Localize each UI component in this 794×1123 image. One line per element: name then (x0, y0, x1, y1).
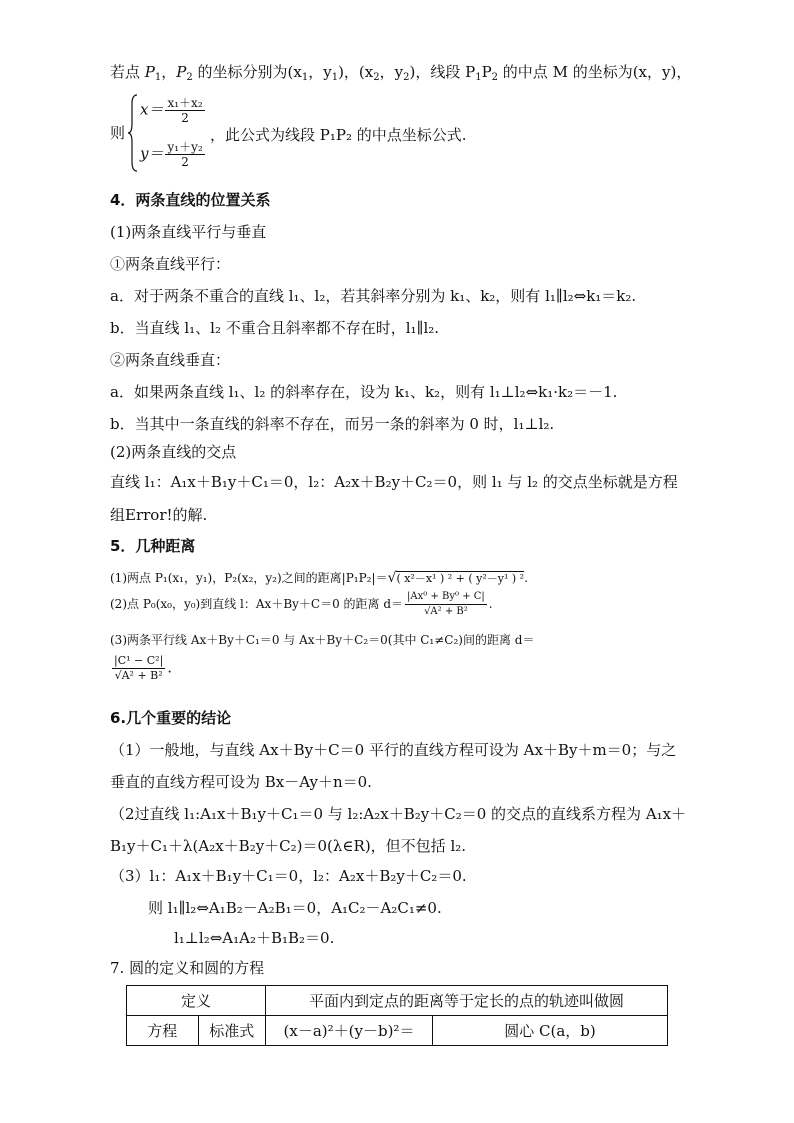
table-cell-center: 圆心 C(a，b) (433, 1016, 668, 1046)
table-cell-standard-equation: (x－a)²＋(y－b)²＝ (266, 1016, 433, 1046)
distance-parallel-lines: (3)两条平行线 Ax＋By＋C₁＝0 与 Ax＋By＋C₂＝0(其中 C₁≠C₂)间的距离 d＝ (110, 633, 535, 647)
conclusion-3a: （3）l₁：A₁x＋B₁y＋C₁＝0，l₂：A₂x＋B₂y＋C₂＝0. (110, 867, 467, 885)
table-row (127, 1016, 668, 1046)
intersection-line1: 直线 l₁：A₁x＋B₁y＋C₁＝0，l₂：A₂x＋B₂y＋C₂＝0，则 l₁ 与 l₂ 的交点坐标就是方程 (110, 473, 678, 491)
midpoint-formula-note: ，此公式为线段 P₁P₂ 的中点坐标公式. (210, 126, 467, 144)
distance-parallel-fraction: $\frac{\text{|C¹ − C²|}}{\text{√A² + B²}}$ . (114, 654, 173, 682)
table-cell-standard-form: 标准式 (198, 1016, 266, 1046)
distance-two-points: (1)两点 P₁(x₁，y₁)，P₂(x₂，y₂)之间的距离|P₁P₂|＝√( x²－x¹ ) ² + ( y²－y¹ ) ². (110, 570, 528, 586)
intersection-line2: 组Error!的解. (110, 506, 208, 524)
section-4-sub1: (1)两条直线平行与垂直 (110, 223, 267, 241)
midpoint-y-formula: y＝ $\frac{\text{y₁＋y₂}}{2}$ (140, 140, 203, 169)
section-4-title: 4．两条直线的位置关系 (110, 191, 271, 209)
perpendicular-a: a．如果两条直线 l₁、l₂ 的斜率存在，设为 k₁、k₂，则有 l₁⊥l₂⇔k₁·k₂＝－1. (110, 383, 618, 401)
table-cell-definition-label: 定义 (127, 986, 266, 1016)
brace-icon (128, 94, 138, 172)
distance-point-line: (2)点 P₀(x₀，y₀)到直线 l：Ax＋By＋C＝0 的距离 d＝ $\frac{\text{|Ax⁰ + By⁰ + C|}}{\text{√A² + B²}}$ . (110, 591, 493, 617)
section-7-title: 7. 圆的定义和圆的方程 (110, 959, 265, 977)
then-label: 则 (110, 124, 126, 142)
conclusion-3b: 则 l₁∥l₂⇔A₁B₂－A₂B₁＝0，A₁C₂－A₂C₁≠0. (148, 899, 442, 917)
conclusion-2b: B₁y＋C₁＋λ(A₂x＋B₂y＋C₂)＝0(λ∈R)，但不包括 l₂. (110, 837, 467, 855)
parallel-b: b．当直线 l₁、l₂ 不重合且斜率都不存在时，l₁∥l₂. (110, 319, 440, 337)
section-6-title: 6.几个重要的结论 (110, 709, 232, 727)
perpendicular-heading: ②两条直线垂直： (110, 351, 231, 369)
conclusion-1b: 垂直的直线方程可设为 Bx－Ay＋n＝0. (110, 773, 372, 791)
circle-table (126, 985, 668, 1046)
section-4-sub2: (2)两条直线的交点 (110, 443, 237, 461)
parallel-a: a．对于两条不重合的直线 l₁、l₂，若其斜率分别为 k₁、k₂，则有 l₁∥l₂⇔k₁＝k₂. (110, 287, 637, 305)
section-5-title: 5．几种距离 (110, 537, 196, 555)
midpoint-intro: 若点 $P_1$，$P_2$ 的坐标分别为($x_1$，$y_1$)，($x_2$，$y_2$)，线段 $P_1P_2$ 的中点 M 的坐标为(x，y)， (110, 63, 692, 83)
conclusion-3c: l₁⊥l₂⇔A₁A₂＋B₁B₂＝0. (174, 929, 335, 947)
table-cell-definition-text: 平面内到定点的距离等于定长的点的轨迹叫做圆 (266, 986, 668, 1016)
table-row (127, 986, 668, 1016)
perpendicular-b: b．当其中一条直线的斜率不存在，而另一条的斜率为 0 时，l₁⊥l₂. (110, 415, 555, 433)
conclusion-1a: （1）一般地，与直线 Ax＋By＋C＝0 平行的直线方程可设为 Ax＋By＋m＝0；与之 (110, 741, 677, 759)
table-cell-equation-label: 方程 (127, 1016, 199, 1046)
parallel-heading: ①两条直线平行： (110, 255, 231, 273)
conclusion-2a: （2过直线 l₁:A₁x＋B₁y＋C₁＝0 与 l₂:A₂x＋B₂y＋C₂＝0 的交点的直线系方程为 A₁x＋ (110, 805, 687, 823)
midpoint-x-formula: x＝ $\frac{\text{x₁＋x₂}}{2}$ (140, 96, 203, 125)
